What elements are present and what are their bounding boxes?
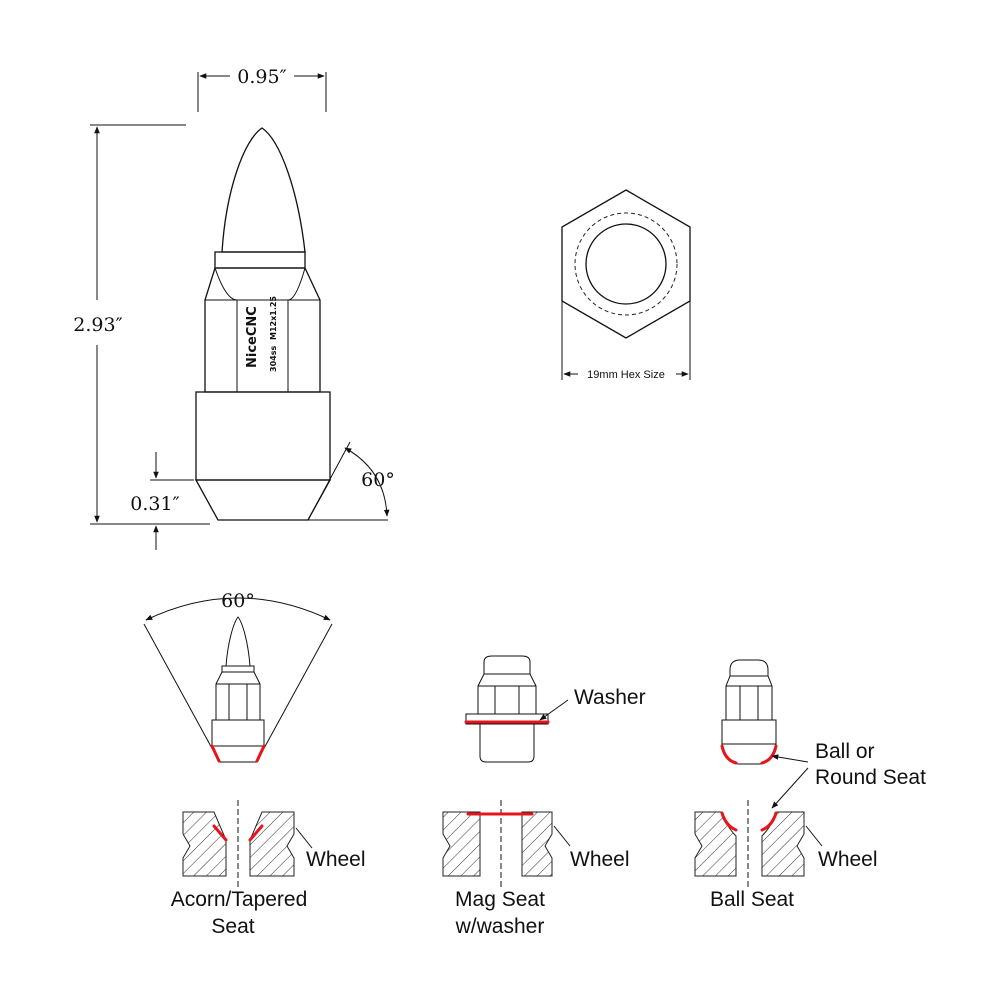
hex-size-label: 19mm Hex Size <box>587 369 665 381</box>
seat-height-value: 0.31″ <box>130 493 180 515</box>
ball-wheel-right <box>762 812 804 876</box>
ball-wheel-label: Wheel <box>818 848 878 871</box>
ball-callout-line1: Ball or <box>815 740 875 763</box>
bore-circle <box>586 224 666 304</box>
ball-callout-line2: Round Seat <box>815 766 926 789</box>
ball-seat-illustration <box>695 660 926 911</box>
height-dimension <box>73 125 210 524</box>
acorn-caption-line1: Acorn/Tapered <box>170 888 308 911</box>
main-lug-nut <box>196 128 330 520</box>
washer-callout: Washer <box>574 686 646 709</box>
acorn-angle-label: 60° <box>221 590 255 612</box>
spike-tip <box>222 128 305 252</box>
seat-angle-value: 60° <box>361 469 395 491</box>
seat-height-dimension <box>130 452 194 550</box>
width-dimension <box>198 66 326 112</box>
width-value: 0.95″ <box>237 66 287 88</box>
mag-wheel-left <box>443 812 480 876</box>
ball-wheel-left <box>695 812 736 876</box>
mag-seat-illustration <box>443 656 646 938</box>
neck-band <box>215 252 305 268</box>
thread-circle-dashed <box>575 213 677 315</box>
acorn-wheel-left <box>183 812 226 876</box>
base-cylinder <box>196 392 330 480</box>
mag-caption-line2: w/washer <box>455 915 545 938</box>
ball-seat-highlight-right <box>762 746 776 763</box>
mag-caption-line1: Mag Seat <box>455 888 545 911</box>
height-value: 2.93″ <box>73 314 123 336</box>
hex-top-view <box>562 190 690 381</box>
ball-caption-line1: Ball Seat <box>709 888 795 911</box>
taper-seat <box>196 480 330 520</box>
acorn-wheel-right <box>250 812 294 876</box>
mag-wheel-right <box>522 812 552 876</box>
seat-angle-dimension <box>308 442 395 520</box>
acorn-seat-highlight-right <box>257 746 264 761</box>
acorn-seat-highlight-left <box>212 746 219 761</box>
hex-outline <box>562 190 690 338</box>
material-marking: 304ss <box>269 345 278 372</box>
acorn-seat-illustration <box>144 590 366 938</box>
ball-seat-highlight-left <box>722 746 736 763</box>
brand-marking: NiceCNC <box>245 306 260 368</box>
acorn-wheel-label: Wheel <box>306 848 366 871</box>
acorn-caption-line2: Seat <box>211 915 255 938</box>
mag-wheel-label: Wheel <box>570 848 630 871</box>
thread-marking: M12x1.25 <box>269 296 278 340</box>
